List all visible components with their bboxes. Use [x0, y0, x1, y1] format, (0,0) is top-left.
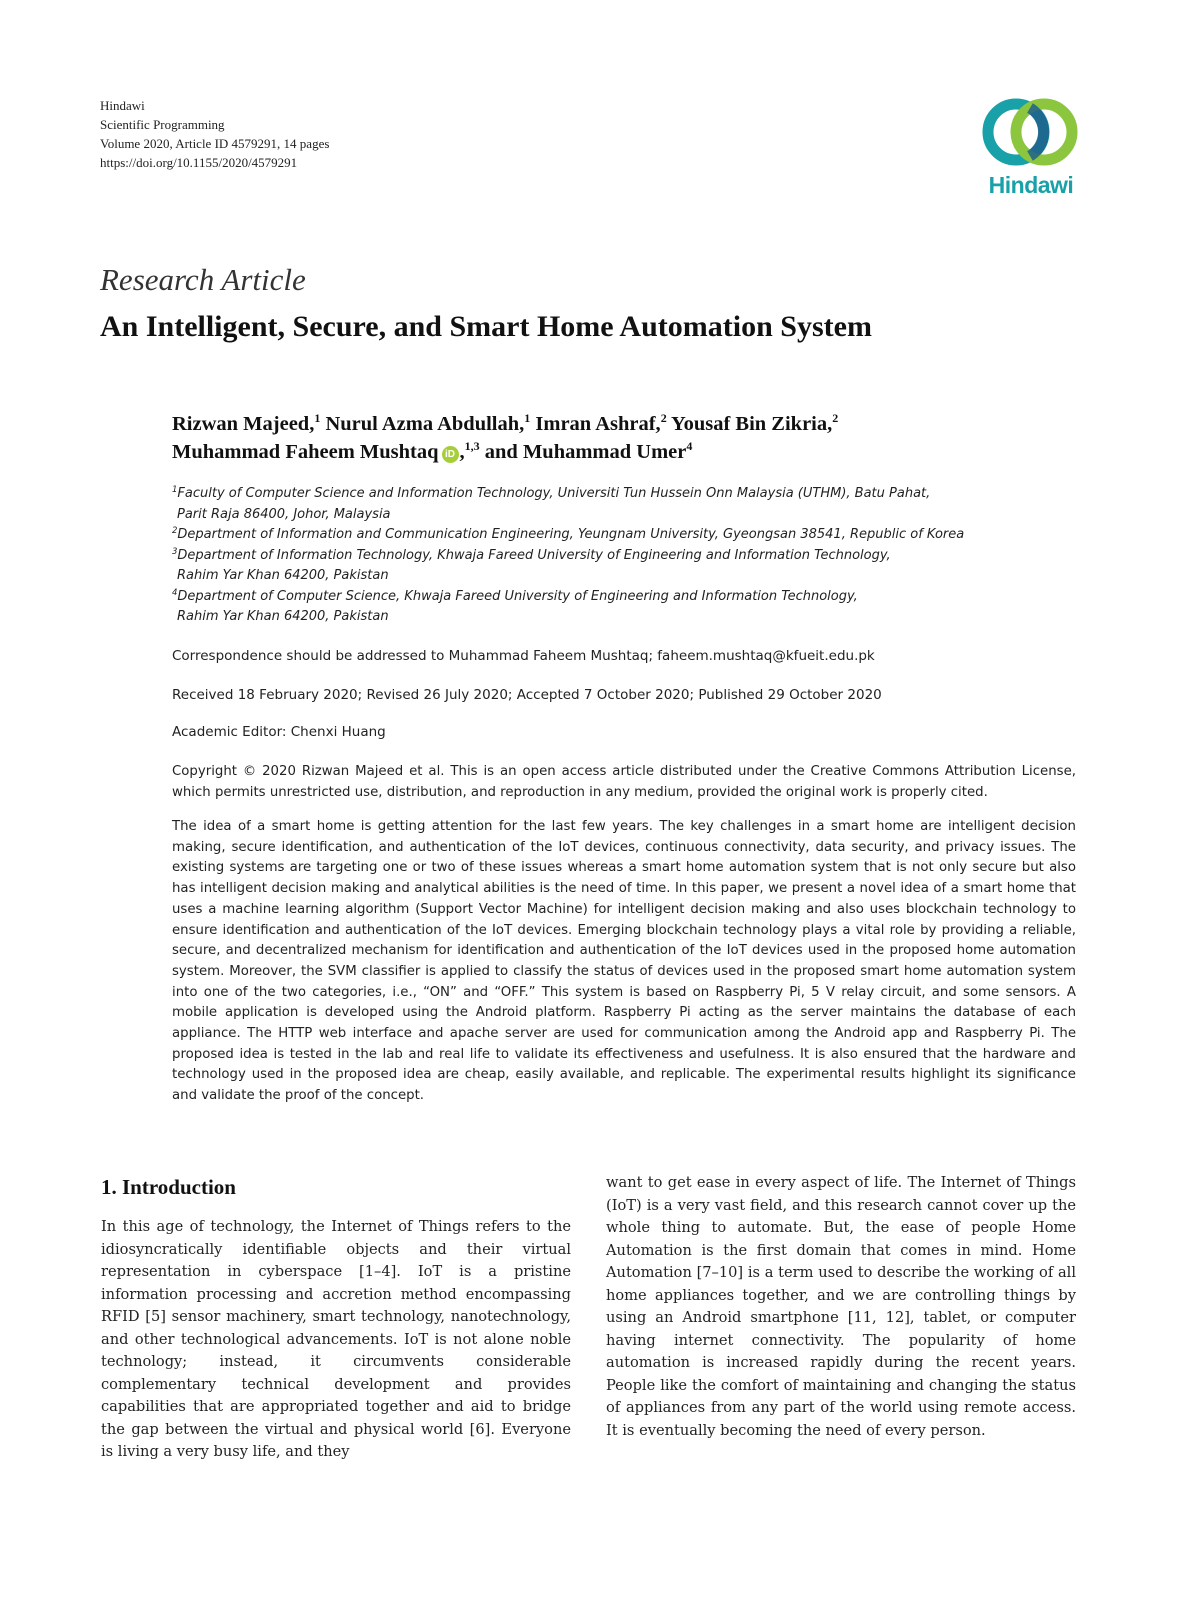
correspondence-line: Correspondence should be addressed to Muhammad Faheem Mushtaq; faheem.mushtaq@kfueit.edu.pk [172, 648, 875, 664]
affiliation-item: $^3$Department of Information Technology, Khwaja Fareed University of Engineering and Information Technology, [172, 546, 891, 563]
author-affiliation-sup: 2 [660, 411, 667, 425]
logo-wordmark: Hindawi [988, 172, 1074, 198]
publication-dates: Received 18 February 2020; Revised 26 July 2020; Accepted 7 October 2020; Published 29 October 2020 [172, 687, 882, 703]
copyright-notice: Copyright © 2020 Rizwan Majeed et al. This is an open access article distributed under the Creative Commons Attribution License, which permits unrestricted use, distribution, and reproduction in any medium, provided the original work is properly cited. [172, 764, 1076, 800]
author-line-2: Muhammad Faheem Mushtaq iD ,$^{1,3}$ and Muhammad Umer$^4$ [172, 439, 693, 463]
author-affiliation-sup: 4 [686, 439, 693, 453]
journal-info [100, 96, 329, 172]
affiliation-list [172, 484, 964, 628]
body-column-left: In this age of technology, the Internet of Things refers to the idiosyncratically identifiable objects and their virtual representation in cyberspace [1–4]. IoT is a pristine information processing and accretion method encompassing RFID [5] sensor machinery, smart technology, nanotechnology, and other technological advancements. IoT is not alone noble technology; instead, it circumvents considerable complementary technical development and provides capabilities that are appropriated together and aid to bridge the gap between the virtual and physical world [6]. Everyone is living a very busy life, and they [101, 1218, 571, 1460]
article-title: An Intelligent, Secure, and Smart Home Automation System [100, 310, 872, 343]
author-list [172, 410, 838, 466]
author-line-1 [172, 410, 838, 438]
abstract-text: The idea of a smart home is getting attention for the last few years. The key challenges in a smart home are intelligent decision making, secure identification, and authentication of the IoT devices, continuous connectivity, data security, and privacy issues. The existing systems are targeting one or two of these issues whereas a smart home automation system that is not only secure but also has intelligent decision making and analytical abilities is the need of time. In this paper, we present a novel idea of a smart home that uses a machine learning algorithm (Support Vector Machine) for intelligent decision making and also uses blockchain technology to ensure identification and authentication of the IoT devices. Emerging blockchain technology plays a vital role by providing a reliable, secure, and decentralized mechanism for identification and authentication of the IoT devices used in the proposed home automation system. Moreover, the SVM classifier is applied to classify the status of devices used in the proposed smart home automation system into one of the two categories, i.e., “ON” and “OFF.” This system is based on Raspberry Pi, 5 V relay circuit, and some sensors. A mobile application is developed using the Android platform. Raspberry Pi acting as the server maintains the database of each appliance. The HTTP web interface and apache server are used for communication among the Android app and Raspberry Pi. The proposed idea is tested in the lab and real life to validate its effectiveness and usefulness. It is also ensured that the hardware and technology used in the proposed idea are cheap, easily available, and replicable. The experimental results highlight its significance and validate the proof of the concept. [172, 819, 1076, 1104]
affiliation-item: $^1$Faculty of Computer Science and Information Technology, Universiti Tun Hussein Onn Malaysia (UTHM), Batu Pahat, [172, 485, 931, 501]
author-name: Imran Ashraf, [530, 413, 661, 435]
orcid-icon[interactable]: iD [442, 446, 459, 463]
body-column-right: want to get ease in every aspect of life. The Internet of Things (IoT) is a very vast field, and this research cannot cover up the whole thing to automate. But, the ease of people Home Automation is the first domain that comes in mind. Home Automation [7–10] is a term used to describe the working of all home appliances together, and we are controlling things by using an Android smartphone [11, 12], tablet, or computer having internet connectivity. The popularity of home automation is increased rapidly during the recent years. People like the comfort of maintaining and changing the status of appliances from any part of the world using remote access. It is eventually becoming the need of every person. [606, 1174, 1076, 1439]
affiliation-item: $^2$Department of Information and Communication Engineering, Yeungnam University, Gyeongsan 38541, Republic of Korea [172, 526, 965, 542]
academic-editor: Academic Editor: Chenxi Huang [172, 724, 386, 740]
author-name: Muhammad Faheem Mushtaq [172, 441, 439, 463]
author-affiliation-sup: 2 [832, 411, 839, 425]
affiliation-item-continued: Rahim Yar Khan 64200, Pakistan [177, 609, 389, 624]
publisher-name: Hindawi [100, 98, 145, 113]
affiliation-item: $^4$Department of Computer Science, Khwaja Fareed University of Engineering and Information Technology, [172, 587, 858, 604]
author-name: and Muhammad Umer [479, 441, 687, 463]
author-name: Rizwan Majeed, [172, 413, 315, 435]
section-heading: 1. Introduction [101, 1175, 236, 1199]
author-affiliation-sup: 1 [524, 411, 531, 425]
affiliation-item-continued: Parit Raja 86400, Johor, Malaysia [177, 506, 391, 522]
author-affiliation-sup: 1,3 [464, 439, 480, 453]
article-type: Research Article [100, 262, 306, 297]
affiliation-item-continued: Rahim Yar Khan 64200, Pakistan [177, 568, 389, 583]
doi-link[interactable]: https://doi.org/10.1155/2020/4579291 [100, 155, 298, 170]
author-affiliation-sup: 1 [314, 411, 321, 425]
author-name: Nurul Azma Abdullah, [320, 413, 525, 435]
volume-info: Volume 2020, Article ID 4579291, 14 pages [100, 136, 330, 151]
journal-name: Scientific Programming [100, 117, 225, 132]
hindawi-rings-icon [978, 96, 1084, 172]
hindawi-logo [978, 96, 1084, 204]
author-name: Yousaf Bin Zikria, [666, 413, 833, 435]
